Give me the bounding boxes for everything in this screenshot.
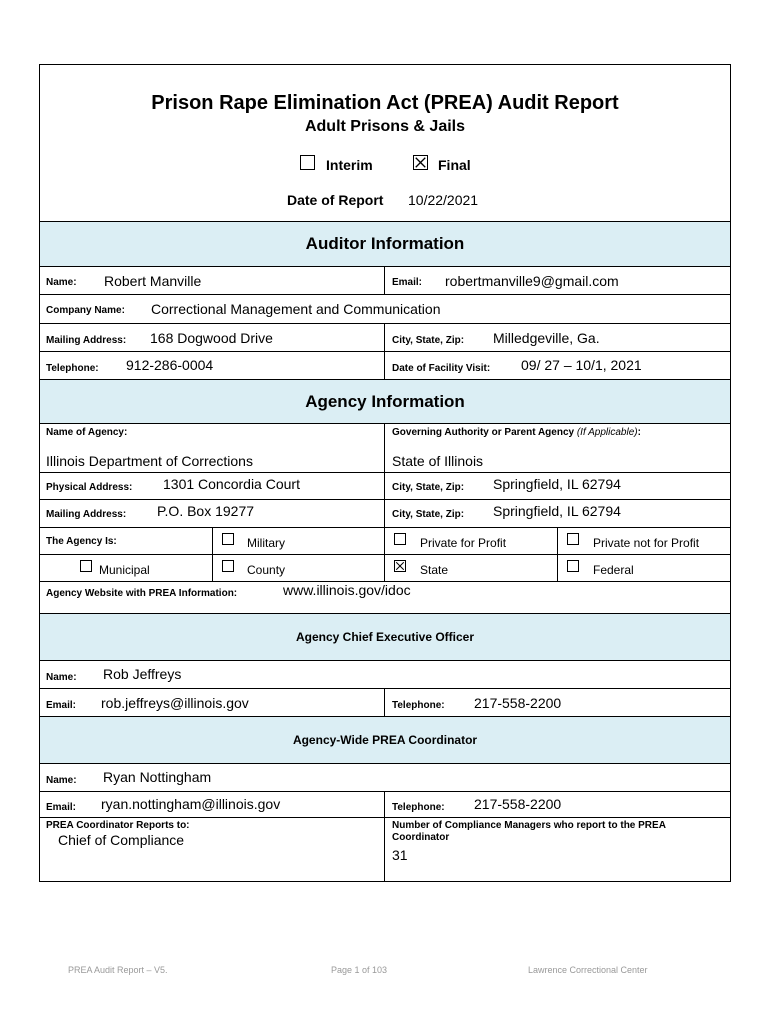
auditor-company-row (40, 295, 730, 324)
coordinator-email-value: ryan.nottingham@illinois.gov (101, 796, 281, 812)
private-nonprofit-label: Private not for Profit (593, 536, 700, 550)
county-cell (213, 555, 385, 581)
agency-mailing-row (40, 500, 730, 528)
ceo-email-label: Email: (46, 700, 77, 711)
military-checkbox[interactable] (222, 533, 234, 545)
private-nonprofit-checkbox[interactable] (567, 533, 579, 545)
report-header (40, 65, 730, 222)
reports-to-value: Chief of Compliance (58, 832, 185, 848)
private-profit-label: Private for Profit (420, 536, 507, 550)
coordinator-email-cell (40, 792, 385, 817)
checked-x-icon (414, 156, 427, 169)
footer-facility: Lawrence Correctional Center (528, 965, 648, 975)
governing-authority-value: State of Illinois (392, 453, 484, 469)
coordinator-reports-cell (40, 818, 385, 881)
auditor-phone-value: 912-286-0004 (126, 357, 214, 373)
agency-website-label: Agency Website with PREA Information: (46, 588, 238, 599)
auditor-city-value: Milledgeville, Ga. (493, 330, 600, 346)
audit-report-form (39, 64, 731, 882)
footer-left: PREA Audit Report – V5. (68, 965, 168, 975)
coordinator-section-header (40, 717, 730, 764)
date-of-report-label: Date of Report (287, 192, 384, 208)
coordinator-email-row (40, 792, 730, 818)
final-checkbox[interactable] (413, 155, 428, 170)
auditor-section-title: Auditor Information (305, 234, 465, 253)
auditor-phone-cell (40, 352, 385, 379)
governing-authority-label-text: Governing Authority or Parent Agency (392, 427, 575, 438)
auditor-email-value: robertmanville9@gmail.com (445, 273, 619, 289)
interim-checkbox[interactable] (300, 155, 315, 170)
agency-type-row-1 (40, 528, 730, 555)
county-label: County (247, 563, 286, 577)
ceo-name-value: Rob Jeffreys (103, 666, 182, 682)
state-label: State (420, 563, 449, 577)
physical-address-value: 1301 Concordia Court (163, 476, 300, 492)
company-name-value: Correctional Management and Communication (151, 301, 441, 317)
coordinator-name-value: Ryan Nottingham (103, 769, 212, 785)
coordinator-section-title: Agency-Wide PREA Coordinator (292, 733, 478, 747)
federal-checkbox[interactable] (567, 560, 579, 572)
company-name-label: Company Name: (46, 305, 125, 316)
ceo-email-value: rob.jeffreys@illinois.gov (101, 695, 249, 711)
ceo-section-title: Agency Chief Executive Officer (295, 630, 475, 644)
coordinator-phone-value: 217-558-2200 (474, 796, 562, 812)
military-label: Military (247, 536, 285, 550)
coordinator-phone-label: Telephone: (392, 802, 445, 813)
interim-label: Interim (326, 157, 373, 173)
municipal-checkbox[interactable] (80, 560, 92, 572)
compliance-managers-value: 31 (392, 847, 408, 863)
footer-page-number: Page 1 of 103 (331, 965, 388, 975)
date-of-report-value: 10/22/2021 (408, 192, 479, 208)
private-profit-cell (385, 528, 558, 554)
auditor-section-header (40, 222, 730, 267)
ceo-name-row (40, 661, 730, 689)
coordinator-email-label: Email: (46, 802, 77, 813)
agency-name-label: Name of Agency: (46, 427, 128, 438)
auditor-name-value: Robert Manville (104, 273, 202, 289)
reports-to-label: PREA Coordinator Reports to: (46, 820, 190, 831)
physical-city-value: Springfield, IL 62794 (493, 476, 621, 492)
municipal-cell (40, 555, 213, 581)
agency-type-label-cell (40, 528, 213, 554)
agency-name-value: Illinois Department of Corrections (46, 453, 253, 469)
agency-physical-cell (40, 473, 385, 499)
report-title: Prison Rape Elimination Act (PREA) Audit Report (151, 92, 619, 114)
coordinator-name-label: Name: (46, 775, 77, 786)
auditor-mailing-value: 168 Dogwood Drive (150, 330, 273, 346)
facility-visit-label: Date of Facility Visit: (392, 363, 491, 374)
agency-physical-row (40, 473, 730, 500)
auditor-mailing-cell (40, 324, 385, 351)
federal-label: Federal (593, 563, 634, 577)
governing-authority-note: (If Applicable) (576, 427, 638, 438)
report-subtitle: Adult Prisons & Jails (304, 118, 466, 135)
ceo-phone-label: Telephone: (392, 700, 445, 711)
auditor-name-label: Name: (46, 277, 77, 288)
agency-mailing-cell (40, 500, 385, 527)
coordinator-reports-row (40, 818, 730, 881)
agency-mailing-city-value: Springfield, IL 62794 (493, 503, 621, 519)
auditor-city-label: City, State, Zip: (392, 335, 465, 346)
coordinator-name-row (40, 764, 730, 792)
agency-type-label: The Agency Is: (46, 536, 117, 547)
state-cell (385, 555, 558, 581)
auditor-phone-label: Telephone: (46, 363, 99, 374)
auditor-name-cell (40, 267, 385, 294)
ceo-name-label: Name: (46, 672, 77, 683)
agency-type-row-2 (40, 555, 730, 582)
state-checkbox[interactable] (394, 560, 406, 572)
auditor-phone-row (40, 352, 730, 380)
agency-mailing-city-label: City, State, Zip: (392, 509, 465, 520)
agency-section-header (40, 380, 730, 424)
agency-name-row (40, 424, 730, 473)
agency-section-title: Agency Information (305, 391, 465, 411)
facility-visit-value: 09/ 27 – 10/1, 2021 (521, 357, 642, 373)
agency-mailing-value: P.O. Box 19277 (157, 503, 255, 519)
auditor-mailing-row (40, 324, 730, 352)
ceo-email-row (40, 689, 730, 717)
municipal-label: Municipal (99, 563, 150, 577)
physical-address-label: Physical Address: (46, 482, 133, 493)
governing-authority-label (392, 427, 641, 438)
agency-website-value[interactable]: www.illinois.gov/idoc (283, 582, 411, 598)
ceo-section-header (40, 614, 730, 661)
ceo-email-cell (40, 689, 385, 716)
compliance-managers-label: Number of Compliance Managers who report to the PREA Coordinator (392, 820, 666, 843)
auditor-email-label: Email: (392, 277, 423, 288)
private-profit-checkbox[interactable] (394, 533, 406, 545)
final-label: Final (438, 157, 471, 173)
governing-authority-colon: : (637, 427, 641, 438)
physical-city-label: City, State, Zip: (392, 482, 465, 493)
ceo-phone-value: 217-558-2200 (474, 695, 562, 711)
auditor-name-row (40, 267, 730, 295)
military-cell (213, 528, 385, 554)
auditor-mailing-label: Mailing Address: (46, 335, 127, 346)
agency-website-row (40, 582, 730, 614)
agency-mailing-label: Mailing Address: (46, 509, 127, 520)
agency-name-cell (40, 424, 385, 472)
checked-x-icon (395, 561, 405, 571)
county-checkbox[interactable] (222, 560, 234, 572)
